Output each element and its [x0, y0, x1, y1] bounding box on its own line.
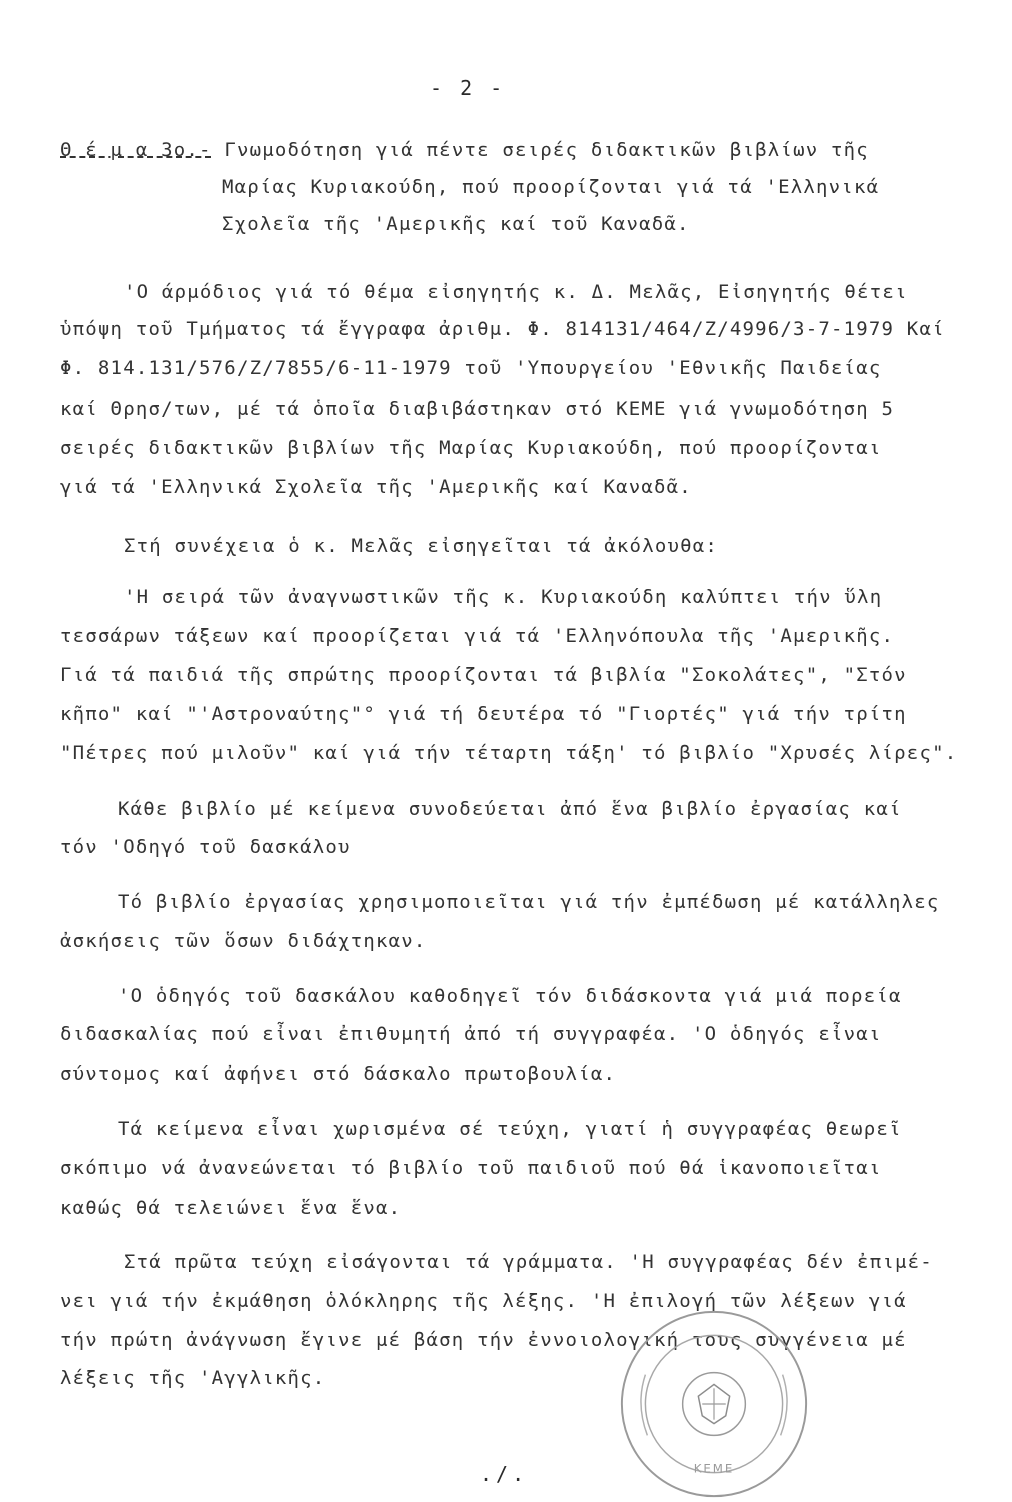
heading-line: Σχολεῖα τῆς 'Αμερικῆς καί τοῦ Καναδᾶ. [222, 213, 690, 235]
paragraph-line: 'Ο ὁδηγός τοῦ δασκάλου καθοδηγεῖ τόν διδάσκοντα γιά μιά πορεία [118, 985, 902, 1007]
paragraph-line: διδασκαλίας πού εἶναι ἐπιθυμητή ἀπό τή συγγραφέα. 'Ο ὁδηγός εἶναι [60, 1023, 882, 1045]
paragraph-line: 'Ο άρμόδιος γιά τό θέμα εἰσηγητής κ. Δ. Μελᾶς, Εἰσηγητής θέτει [124, 281, 908, 303]
paragraph-line: τεσσάρων τάξεων καί προορίζεται γιά τά 'Ελληνόπουλα τῆς 'Αμερικῆς. [60, 625, 895, 647]
paragraph-line: Στά πρῶτα τεύχη εἰσάγονται τά γράμματα. 'Η συγγραφέας δέν ἐπιμέ- [124, 1251, 933, 1273]
heading-label: Θ έ μ α 3ο.- [60, 139, 212, 161]
paragraph-line: Τά κείμενα εἶναι χωρισμένα σέ τεύχη, γιατί ἡ συγγραφέας θεωρεῖ [118, 1118, 902, 1140]
paragraph-line: λέξεις τῆς 'Αγγλικῆς. [60, 1367, 326, 1389]
paragraph-line: Γιά τά παιδιά τῆς σπρώτης προορίζονται τά βιβλία "Σοκολάτες", "Στόν [60, 664, 907, 686]
paragraph-line: τόν 'Οδηγό τοῦ δασκάλου [60, 836, 351, 858]
paragraph-line: ἀσκήσεις τῶν ὅσων διδάχτηκαν. [60, 930, 427, 952]
official-stamp [616, 1306, 812, 1502]
paragraph-line: 'Η σειρά τῶν ἀναγνωστικῶν τῆς κ. Κυριακούδη καλύπτει τήν ὕλη [124, 586, 883, 608]
paragraph-line: σύντομος καί ἀφήνει στό δάσκαλο πρωτοβουλία. [60, 1063, 617, 1085]
paragraph-line: Στή συνέχεια ὁ κ. Μελᾶς εἰσηγεῖται τά ἀκόλουθα: [124, 535, 719, 557]
paragraph-line: καί Θρησ/των, μέ τά ὁποῖα διαβιβάστηκαν στό ΚΕΜΕ γιά γνωμοδότηση 5 [60, 398, 895, 420]
paragraph-line: καθώς θά τελειώνει ἕνα ἕνα. [60, 1197, 402, 1219]
paragraph-line: Τό βιβλίο ἐργασίας χρησιμοποιεῖται γιά τήν ἐμπέδωση μέ κατάλληλες [118, 891, 940, 913]
paragraph-line: κῆπο" καί "'Αστροναύτης"° γιά τή δευτέρα τό "Γιορτές" γιά τήν τρίτη [60, 703, 907, 725]
paragraph-line: σειρές διδακτικῶν βιβλίων τῆς Μαρίας Κυριακούδη, πού προορίζονται [60, 437, 882, 459]
page-number: - 2 - [430, 76, 506, 100]
heading-line: Μαρίας Κυριακούδη, πού προορίζονται γιά τά 'Ελληνικά [222, 176, 880, 198]
paragraph-line: "Πέτρες πού μιλοῦν" καί γιά τήν τέταρτη τάξη' τό βιβλίο "Χρυσές λίρες". [60, 742, 958, 764]
paragraph-line: νει γιά τήν ἐκμάθηση ὁλόκληρης τῆς λέξης. 'Η ἐπιλογή τῶν λέξεων γιά [60, 1290, 907, 1312]
paragraph-line: Φ. 814.131/576/Z/7855/6-11-1979 τοῦ 'Υπουργείου 'Εθνικῆς Παιδείας [60, 357, 882, 379]
paragraph-line: ὑπόψη τοῦ Τμήματος τά ἔγγραφα ἀριθμ. Φ. 814131/464/Z/4996/3-7-1979 Καί [60, 318, 945, 340]
paragraph-line: σκόπιμο νά ἀνανεώνεται τό βιβλίο τοῦ παιδιοῦ πού θά ἱκανοποιεῖται [60, 1157, 882, 1179]
continuation-mark: ./. [480, 1462, 529, 1486]
stamp-text: ΚΕΜΕ [693, 1461, 735, 1476]
paragraph-line: τήν πρώτη ἀνάγνωση ἔγινε μέ βάση τήν ἐννοιολογική τους συγγένεια μέ [60, 1329, 907, 1351]
heading-first-line [60, 138, 869, 162]
heading-line: Γνωμοδότηση γιά πέντε σειρές διδακτικῶν βιβλίων τῆς [224, 139, 869, 161]
paragraph-line: Κάθε βιβλίο μέ κείμενα συνοδεύεται ἀπό ἕνα βιβλίο ἐργασίας καί [118, 798, 902, 820]
paragraph-line: γιά τά 'Ελληνικά Σχολεῖα τῆς 'Αμερικῆς καί Καναδᾶ. [60, 476, 692, 498]
